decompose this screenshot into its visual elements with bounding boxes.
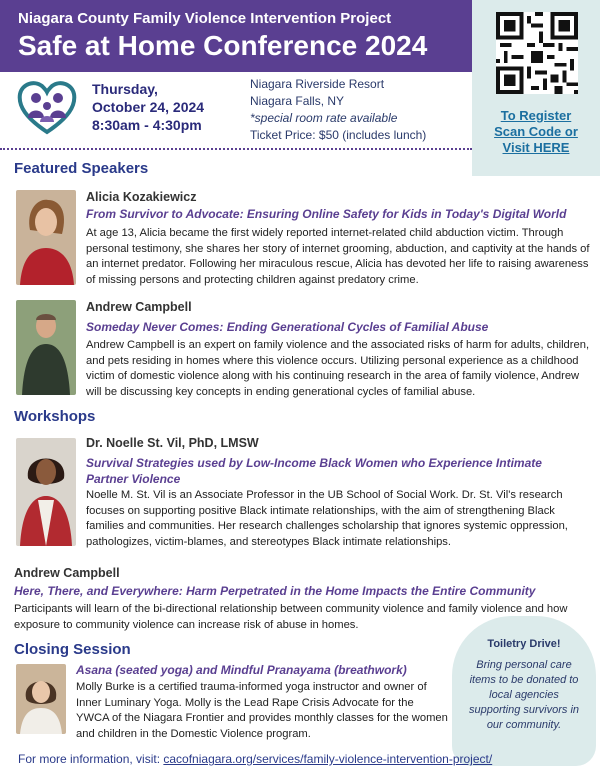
speaker-bio: Andrew Campbell is an expert on family violence and the associated risks of harm for adults, children, and pets residing in homes where this violence occurs. Utilizing personal experience as a childhood victim of domestic violence along with his continuing research in the area of family violence, Andrew will be discussing key concepts in ending generational cycles of familial abuse. — [86, 339, 590, 398]
toiletry-drive-callout — [452, 616, 596, 766]
closing-session-heading: Closing Session — [14, 641, 131, 658]
featured-speakers-heading: Featured Speakers — [14, 160, 149, 177]
speaker-photo-andrew — [16, 300, 76, 395]
conference-title: Safe at Home Conference 2024 — [18, 30, 428, 61]
org-name: Niagara County Family Violence Intervention Project — [18, 10, 392, 27]
speaker-photo-molly — [16, 664, 66, 734]
ticket-price: Ticket Price: $50 (includes lunch) — [250, 128, 427, 142]
workshop-description: Participants will learn of the bi-directional relationship between community violence and family violence and how exposure to community violence can increase risk of abuse in homes. — [14, 603, 568, 631]
event-date: October 24, 2024 — [92, 99, 205, 115]
talk-title: Asana (seated yoga) and Mindful Pranayama (breathwork) — [76, 663, 407, 677]
speaker-bio: Molly Burke is a certified trauma-informed yoga instructor and owner of Inner Luminary Yoga. Molly is the Lead Rape Crisis Advocate for the YWCA of the Niagara Frontier and provides monthly classes for the women and children in the Domestic Violence program. — [76, 681, 448, 740]
toiletry-title: Toiletry Drive! — [487, 638, 561, 650]
divider — [0, 148, 472, 150]
speaker-bio: At age 13, Alicia became the first widely reported internet-related child abduction victim. Through personal testimony, she shares her story of internet grooming, abduction, and captivity at the hands of an internet predator. Following her miraculous rescue, Alicia has devoted her life to raising awareness of missing persons and protecting children against predatory crime. — [86, 227, 590, 286]
event-time: 8:30am - 4:30pm — [92, 117, 202, 133]
talk-title: From Survivor to Advocate: Ensuring Online Safety for Kids in Today's Digital World — [86, 207, 567, 221]
qr-code-icon[interactable] — [496, 12, 578, 94]
family-heart-logo-icon — [16, 78, 78, 136]
talk-title: Survival Strategies used by Low-Income Black Women who Experience Intimate Partner Violence — [86, 456, 542, 486]
speaker-bio: Noelle M. St. Vil is an Associate Professor in the UB School of Social Work. Dr. St. Vil's research focuses on supporting positive Black intimate relationships, with the aim of strengthening Black families and communities. Her research challenges scholarship that ignores systemic oppression, pathologizes, victim-blames, and stereotypes Black intimate relationships. — [86, 489, 568, 548]
header-banner — [0, 0, 472, 72]
footer-prefix: For more information, visit: — [18, 752, 164, 766]
venue-city: Niagara Falls, NY — [250, 94, 345, 108]
speaker-photo-alicia — [16, 190, 76, 285]
event-day: Thursday, — [92, 81, 158, 97]
room-rate-note: *special room rate available — [250, 111, 398, 125]
footer-link[interactable]: cacofniagara.org/services/family-violence-intervention-project/ — [163, 752, 493, 766]
venue-name: Niagara Riverside Resort — [250, 77, 385, 91]
register-link[interactable]: To Register Scan Code or Visit HERE — [494, 108, 578, 155]
speaker-name: Andrew Campbell — [86, 300, 192, 314]
talk-title: Here, There, and Everywhere: Harm Perpetrated in the Home Impacts the Entire Community — [14, 584, 536, 598]
speaker-name: Andrew Campbell — [14, 566, 120, 580]
talk-title: Someday Never Comes: Ending Generational Cycles of Familial Abuse — [86, 320, 489, 334]
speaker-name: Alicia Kozakiewicz — [86, 190, 197, 204]
event-date-block — [92, 80, 204, 134]
toiletry-body: Bring personal care items to be donated to local agencies supporting survivors in our community. — [468, 659, 580, 731]
speaker-name: Dr. Noelle St. Vil, PhD, LMSW — [86, 436, 259, 450]
footer-info — [18, 752, 492, 766]
workshops-heading: Workshops — [14, 408, 96, 425]
speaker-photo-noelle — [16, 438, 76, 546]
venue-block — [250, 76, 426, 144]
